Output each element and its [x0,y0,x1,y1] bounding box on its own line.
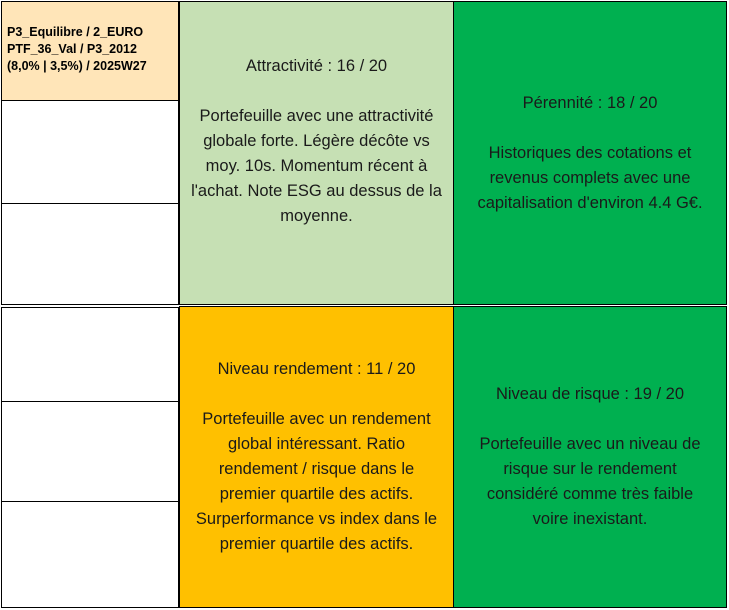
rendement-card [179,306,454,608]
attractivite-title: Attractivité : 16 / 20 [245,56,388,75]
risque-description: Portefeuille avec un niveau de risque sur le rendement considéré comme très faible voire inexistant. [479,435,701,528]
rendement-title: Niveau rendement : 11 / 20 [217,360,416,378]
portfolio-header-cell [1,1,179,101]
empty-cell-2 [1,203,179,305]
risque-card [453,306,727,608]
attractivite-description: Portefeuille avec une attractivité globale forte. Légère décôte vs moy. 10s. Momentum récent à l'achat. Note ESG au dessus de la moyenne. [191,106,442,225]
attractivite-card [179,1,454,305]
header-line-3: (8,0% | 3,5%) / 2025W27 [7,59,147,73]
header-line-2: PTF_36_Val / P3_2012 [7,42,137,56]
empty-cell-4 [1,401,179,502]
empty-cell-3 [1,307,179,402]
risque-title: Niveau de risque : 19 / 20 [495,385,685,403]
perennite-card [453,1,727,305]
perennite-title: Pérennité : 18 / 20 [522,93,658,112]
perennite-description: Historiques des cotations et revenus complets avec une capitalisation d'environ 4.4 G€. [477,143,703,212]
rendement-description: Portefeuille avec un rendement global intéressant. Ratio rendement / risque dans le premier quartile des actifs. Surperformance vs index dans le premier quartile des actifs. [195,410,438,553]
empty-cell-1 [1,100,179,204]
empty-cell-5 [1,501,179,608]
header-line-1: P3_Equilibre / 2_EURO [7,25,144,39]
